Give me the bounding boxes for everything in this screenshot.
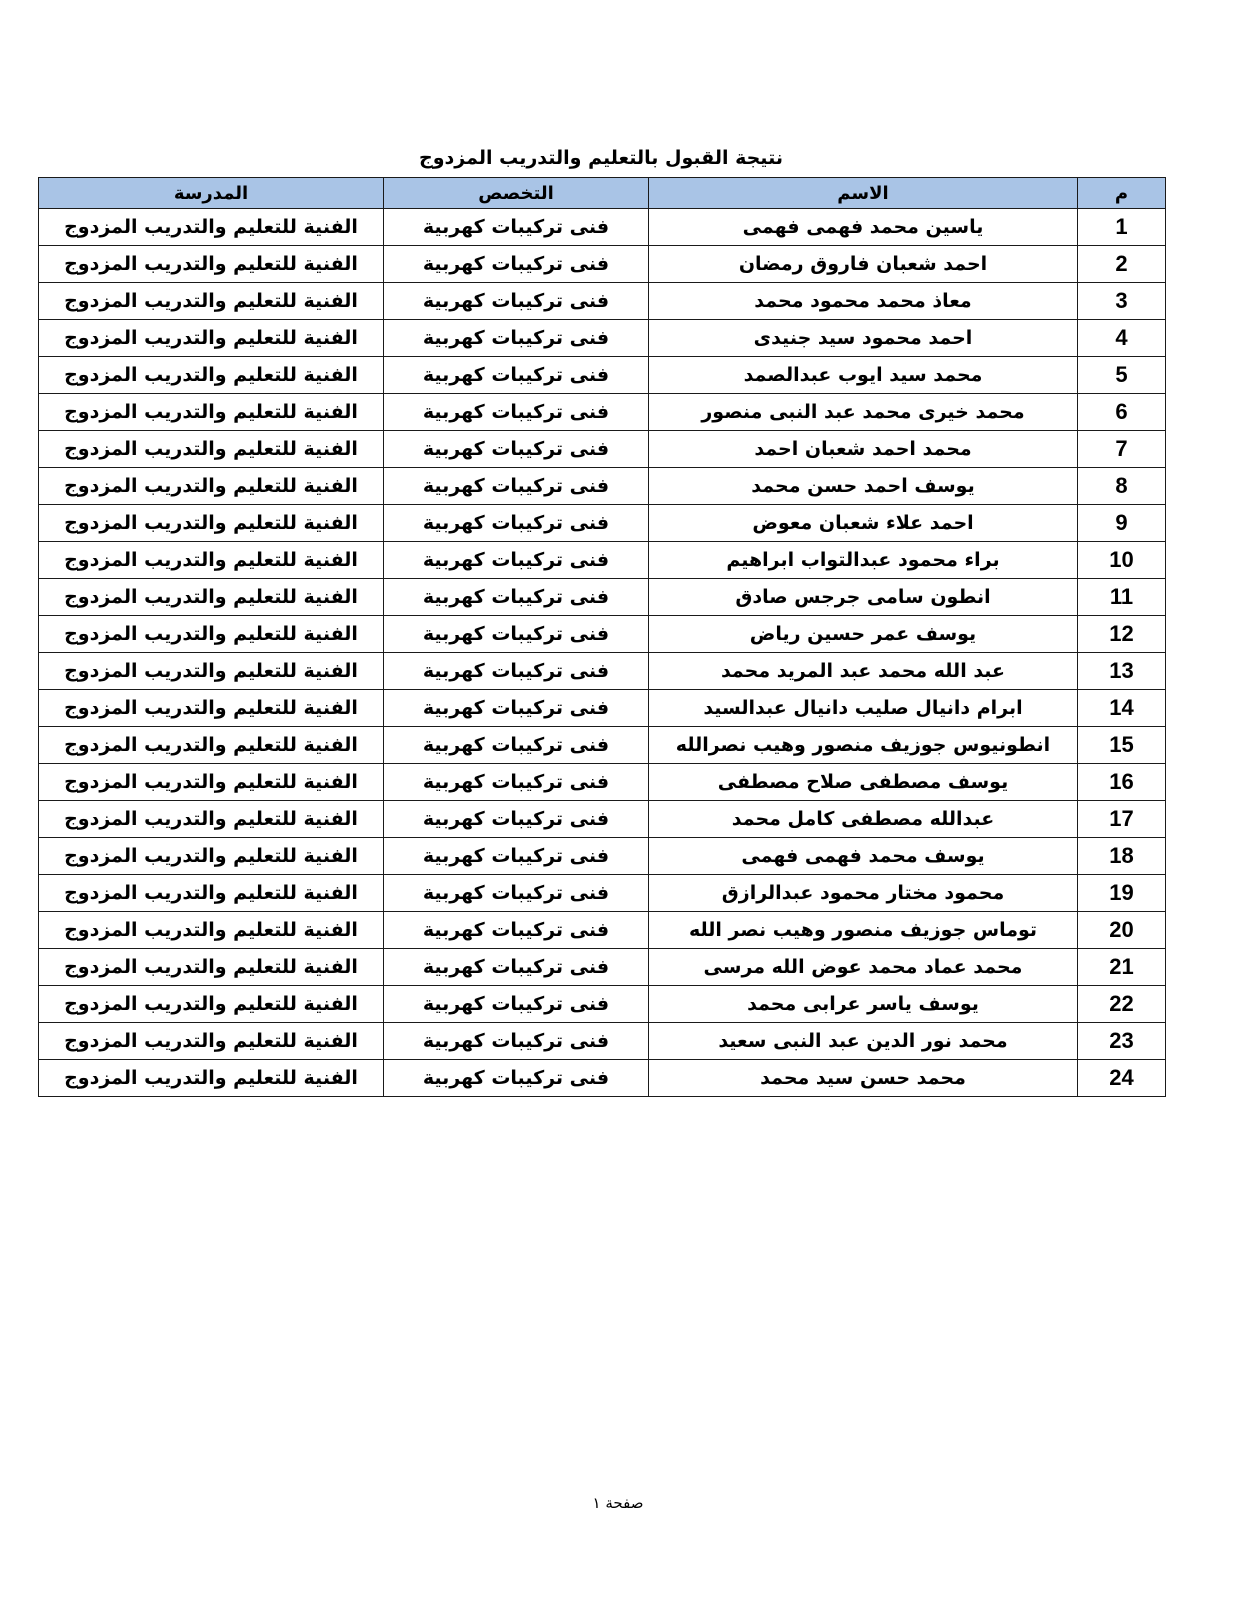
cell-school: الفنية للتعليم والتدريب المزدوج <box>39 616 384 653</box>
cell-name: يوسف محمد فهمى فهمى <box>649 838 1078 875</box>
cell-name: محمد نور الدين عبد النبى سعيد <box>649 1023 1078 1060</box>
table-row <box>39 468 1166 505</box>
cell-name: احمد شعبان فاروق رمضان <box>649 246 1078 283</box>
cell-name: محمد حسن سيد محمد <box>649 1060 1078 1097</box>
cell-specialty: فنى تركيبات كهربية <box>384 505 649 542</box>
table-header-row <box>39 178 1166 209</box>
cell-school: الفنية للتعليم والتدريب المزدوج <box>39 320 384 357</box>
cell-name: براء محمود عبدالتواب ابراهيم <box>649 542 1078 579</box>
cell-specialty: فنى تركيبات كهربية <box>384 801 649 838</box>
cell-specialty: فنى تركيبات كهربية <box>384 838 649 875</box>
cell-specialty: فنى تركيبات كهربية <box>384 357 649 394</box>
cell-number: 24 <box>1078 1060 1166 1097</box>
table-row <box>39 209 1166 246</box>
table-row <box>39 394 1166 431</box>
cell-school: الفنية للتعليم والتدريب المزدوج <box>39 875 384 912</box>
cell-name: محمد خيرى محمد عبد النبى منصور <box>649 394 1078 431</box>
cell-school: الفنية للتعليم والتدريب المزدوج <box>39 505 384 542</box>
cell-specialty: فنى تركيبات كهربية <box>384 653 649 690</box>
table-row <box>39 542 1166 579</box>
cell-number: 10 <box>1078 542 1166 579</box>
cell-number: 17 <box>1078 801 1166 838</box>
cell-school: الفنية للتعليم والتدريب المزدوج <box>39 690 384 727</box>
cell-number: 20 <box>1078 912 1166 949</box>
cell-school: الفنية للتعليم والتدريب المزدوج <box>39 949 384 986</box>
cell-name: انطون سامى جرجس صادق <box>649 579 1078 616</box>
cell-specialty: فنى تركيبات كهربية <box>384 394 649 431</box>
table-row <box>39 431 1166 468</box>
table-row <box>39 875 1166 912</box>
admission-results-table <box>38 177 1166 1097</box>
cell-specialty: فنى تركيبات كهربية <box>384 949 649 986</box>
cell-specialty: فنى تركيبات كهربية <box>384 468 649 505</box>
page-title: نتيجة القبول بالتعليم والتدريب المزدوج <box>419 147 783 169</box>
cell-specialty: فنى تركيبات كهربية <box>384 246 649 283</box>
cell-name: انطونيوس جوزيف منصور وهيب نصرالله <box>649 727 1078 764</box>
cell-number: 1 <box>1078 209 1166 246</box>
cell-name: يوسف احمد حسن محمد <box>649 468 1078 505</box>
cell-name: عبد الله محمد عبد المريد محمد <box>649 653 1078 690</box>
cell-name: محمود مختار محمود عبدالرازق <box>649 875 1078 912</box>
table-row <box>39 764 1166 801</box>
table-row <box>39 579 1166 616</box>
cell-number: 4 <box>1078 320 1166 357</box>
table-row <box>39 912 1166 949</box>
cell-specialty: فنى تركيبات كهربية <box>384 912 649 949</box>
cell-school: الفنية للتعليم والتدريب المزدوج <box>39 1060 384 1097</box>
cell-specialty: فنى تركيبات كهربية <box>384 320 649 357</box>
cell-name: يوسف مصطفى صلاح مصطفى <box>649 764 1078 801</box>
cell-number: 15 <box>1078 727 1166 764</box>
cell-name: محمد احمد شعبان احمد <box>649 431 1078 468</box>
cell-school: الفنية للتعليم والتدريب المزدوج <box>39 283 384 320</box>
cell-number: 16 <box>1078 764 1166 801</box>
cell-school: الفنية للتعليم والتدريب المزدوج <box>39 468 384 505</box>
cell-number: 13 <box>1078 653 1166 690</box>
cell-name: ابرام دانيال صليب دانيال عبدالسيد <box>649 690 1078 727</box>
cell-specialty: فنى تركيبات كهربية <box>384 690 649 727</box>
table-row <box>39 1023 1166 1060</box>
table-row <box>39 727 1166 764</box>
cell-school: الفنية للتعليم والتدريب المزدوج <box>39 912 384 949</box>
cell-school: الفنية للتعليم والتدريب المزدوج <box>39 801 384 838</box>
cell-specialty: فنى تركيبات كهربية <box>384 986 649 1023</box>
cell-name: ياسين محمد فهمى فهمى <box>649 209 1078 246</box>
table-row <box>39 690 1166 727</box>
table-row <box>39 949 1166 986</box>
cell-school: الفنية للتعليم والتدريب المزدوج <box>39 579 384 616</box>
cell-specialty: فنى تركيبات كهربية <box>384 727 649 764</box>
column-header-specialty: التخصص <box>384 178 649 209</box>
cell-number: 5 <box>1078 357 1166 394</box>
cell-number: 9 <box>1078 505 1166 542</box>
table-row <box>39 1060 1166 1097</box>
page-number: صفحة ١ <box>592 1494 644 1512</box>
table-row <box>39 505 1166 542</box>
cell-specialty: فنى تركيبات كهربية <box>384 875 649 912</box>
table-row <box>39 320 1166 357</box>
cell-school: الفنية للتعليم والتدريب المزدوج <box>39 431 384 468</box>
table-row <box>39 838 1166 875</box>
cell-school: الفنية للتعليم والتدريب المزدوج <box>39 653 384 690</box>
cell-number: 22 <box>1078 986 1166 1023</box>
cell-school: الفنية للتعليم والتدريب المزدوج <box>39 1023 384 1060</box>
table-row <box>39 986 1166 1023</box>
cell-specialty: فنى تركيبات كهربية <box>384 431 649 468</box>
cell-name: عبدالله مصطفى كامل محمد <box>649 801 1078 838</box>
cell-specialty: فنى تركيبات كهربية <box>384 209 649 246</box>
cell-specialty: فنى تركيبات كهربية <box>384 1060 649 1097</box>
table-row <box>39 246 1166 283</box>
cell-specialty: فنى تركيبات كهربية <box>384 542 649 579</box>
cell-school: الفنية للتعليم والتدريب المزدوج <box>39 209 384 246</box>
table-row <box>39 653 1166 690</box>
cell-number: 23 <box>1078 1023 1166 1060</box>
cell-number: 11 <box>1078 579 1166 616</box>
cell-name: يوسف عمر حسين رياض <box>649 616 1078 653</box>
column-header-name: الاسم <box>649 178 1078 209</box>
cell-name: احمد محمود سيد جنيدى <box>649 320 1078 357</box>
cell-school: الفنية للتعليم والتدريب المزدوج <box>39 727 384 764</box>
cell-number: 8 <box>1078 468 1166 505</box>
cell-school: الفنية للتعليم والتدريب المزدوج <box>39 764 384 801</box>
cell-number: 14 <box>1078 690 1166 727</box>
cell-specialty: فنى تركيبات كهربية <box>384 616 649 653</box>
cell-name: معاذ محمد محمود محمد <box>649 283 1078 320</box>
cell-specialty: فنى تركيبات كهربية <box>384 1023 649 1060</box>
table-row <box>39 801 1166 838</box>
column-header-number: م <box>1078 178 1166 209</box>
cell-school: الفنية للتعليم والتدريب المزدوج <box>39 246 384 283</box>
cell-specialty: فنى تركيبات كهربية <box>384 283 649 320</box>
cell-number: 19 <box>1078 875 1166 912</box>
cell-school: الفنية للتعليم والتدريب المزدوج <box>39 986 384 1023</box>
cell-number: 18 <box>1078 838 1166 875</box>
cell-number: 6 <box>1078 394 1166 431</box>
cell-name: محمد سيد ايوب عبدالصمد <box>649 357 1078 394</box>
cell-name: محمد عماد محمد عوض الله مرسى <box>649 949 1078 986</box>
cell-number: 21 <box>1078 949 1166 986</box>
column-header-school: المدرسة <box>39 178 384 209</box>
cell-school: الفنية للتعليم والتدريب المزدوج <box>39 394 384 431</box>
table-row <box>39 357 1166 394</box>
cell-specialty: فنى تركيبات كهربية <box>384 764 649 801</box>
cell-school: الفنية للتعليم والتدريب المزدوج <box>39 838 384 875</box>
table-row <box>39 283 1166 320</box>
cell-specialty: فنى تركيبات كهربية <box>384 579 649 616</box>
table-row <box>39 616 1166 653</box>
table-body <box>39 209 1166 1097</box>
cell-number: 2 <box>1078 246 1166 283</box>
cell-name: احمد علاء شعبان معوض <box>649 505 1078 542</box>
cell-school: الفنية للتعليم والتدريب المزدوج <box>39 542 384 579</box>
cell-number: 12 <box>1078 616 1166 653</box>
cell-school: الفنية للتعليم والتدريب المزدوج <box>39 357 384 394</box>
cell-name: يوسف ياسر عرابى محمد <box>649 986 1078 1023</box>
cell-name: توماس جوزيف منصور وهيب نصر الله <box>649 912 1078 949</box>
cell-number: 7 <box>1078 431 1166 468</box>
cell-number: 3 <box>1078 283 1166 320</box>
